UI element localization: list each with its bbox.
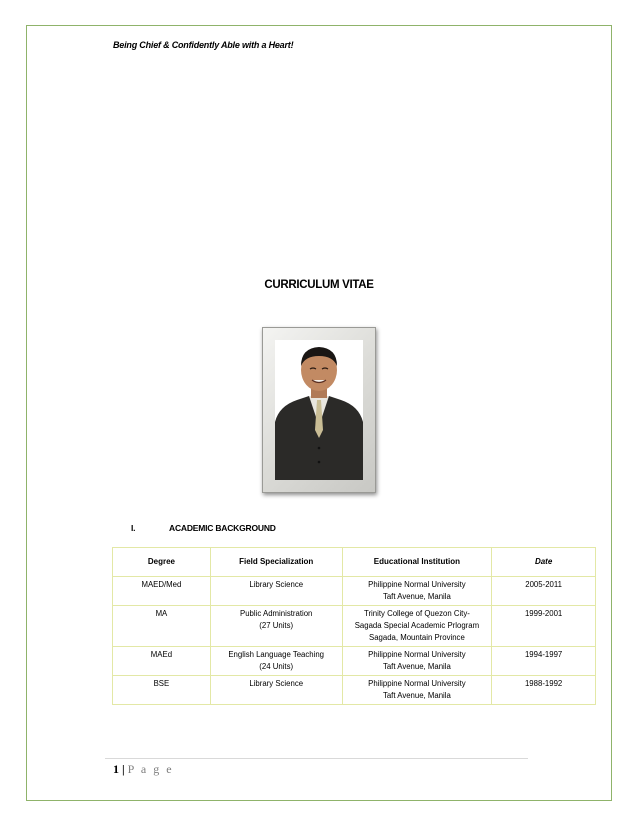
degree-cell: MA [113,606,211,647]
section-number: I. [131,523,136,533]
institution-line: Sagada Special Academic Prlogram [354,621,480,630]
academic-table [112,547,596,705]
column-header-institution: Educational Institution [342,548,492,577]
field-name: English Language Teaching [228,650,325,659]
section-heading [131,523,276,533]
institution-line: Trinity College of Quezon City- [363,609,470,618]
institution-cell [342,577,492,606]
degree-cell: BSE [113,676,211,705]
table-row [113,577,596,606]
profile-photo [275,340,363,480]
field-cell [210,676,342,705]
footer-divider [105,758,528,759]
institution-cell [342,606,492,647]
degree-cell: MAED/Med [113,577,211,606]
field-units: (27 Units) [259,621,294,630]
date-cell: 1988-1992 [492,676,596,705]
field-cell [210,647,342,676]
field-cell [210,606,342,647]
table-header-row [113,548,596,577]
column-header-date: Date [492,548,596,577]
institution-line: Philippine Normal University [368,580,466,589]
date-cell: 2005-2011 [492,577,596,606]
page-word: P a g e [127,762,174,776]
institution-line: Taft Avenue, Manila [382,592,451,601]
footer-separator: | [122,762,125,776]
section-title: ACADEMIC BACKGROUND [169,523,276,533]
column-header-degree: Degree [113,548,211,577]
institution-line: Philippine Normal University [368,679,466,688]
table-row [113,676,596,705]
date-cell: 1994-1997 [492,647,596,676]
header-tagline: Being Chief & Confidently Able with a Heart! [113,40,294,50]
date-cell: 1999-2001 [492,606,596,647]
institution-line: Taft Avenue, Manila [382,691,451,700]
field-name: Library Science [249,679,304,688]
institution-line: Sagada, Mountain Province [369,633,465,642]
institution-line: Philippine Normal University [368,650,466,659]
table-row [113,647,596,676]
field-units: (24 Units) [259,662,294,671]
table-row [113,606,596,647]
field-cell [210,577,342,606]
field-name: Library Science [249,580,304,589]
page-footer [113,762,174,777]
institution-cell [342,676,492,705]
column-header-field: Field Specialization [210,548,342,577]
profile-photo-frame [262,327,376,493]
field-name: Public Administration [240,609,313,618]
page-number: 1 [113,762,119,776]
degree-cell: MAEd [113,647,211,676]
institution-cell [342,647,492,676]
document-title: CURRICULUM VITAE [264,279,374,291]
institution-line: Taft Avenue, Manila [382,662,451,671]
